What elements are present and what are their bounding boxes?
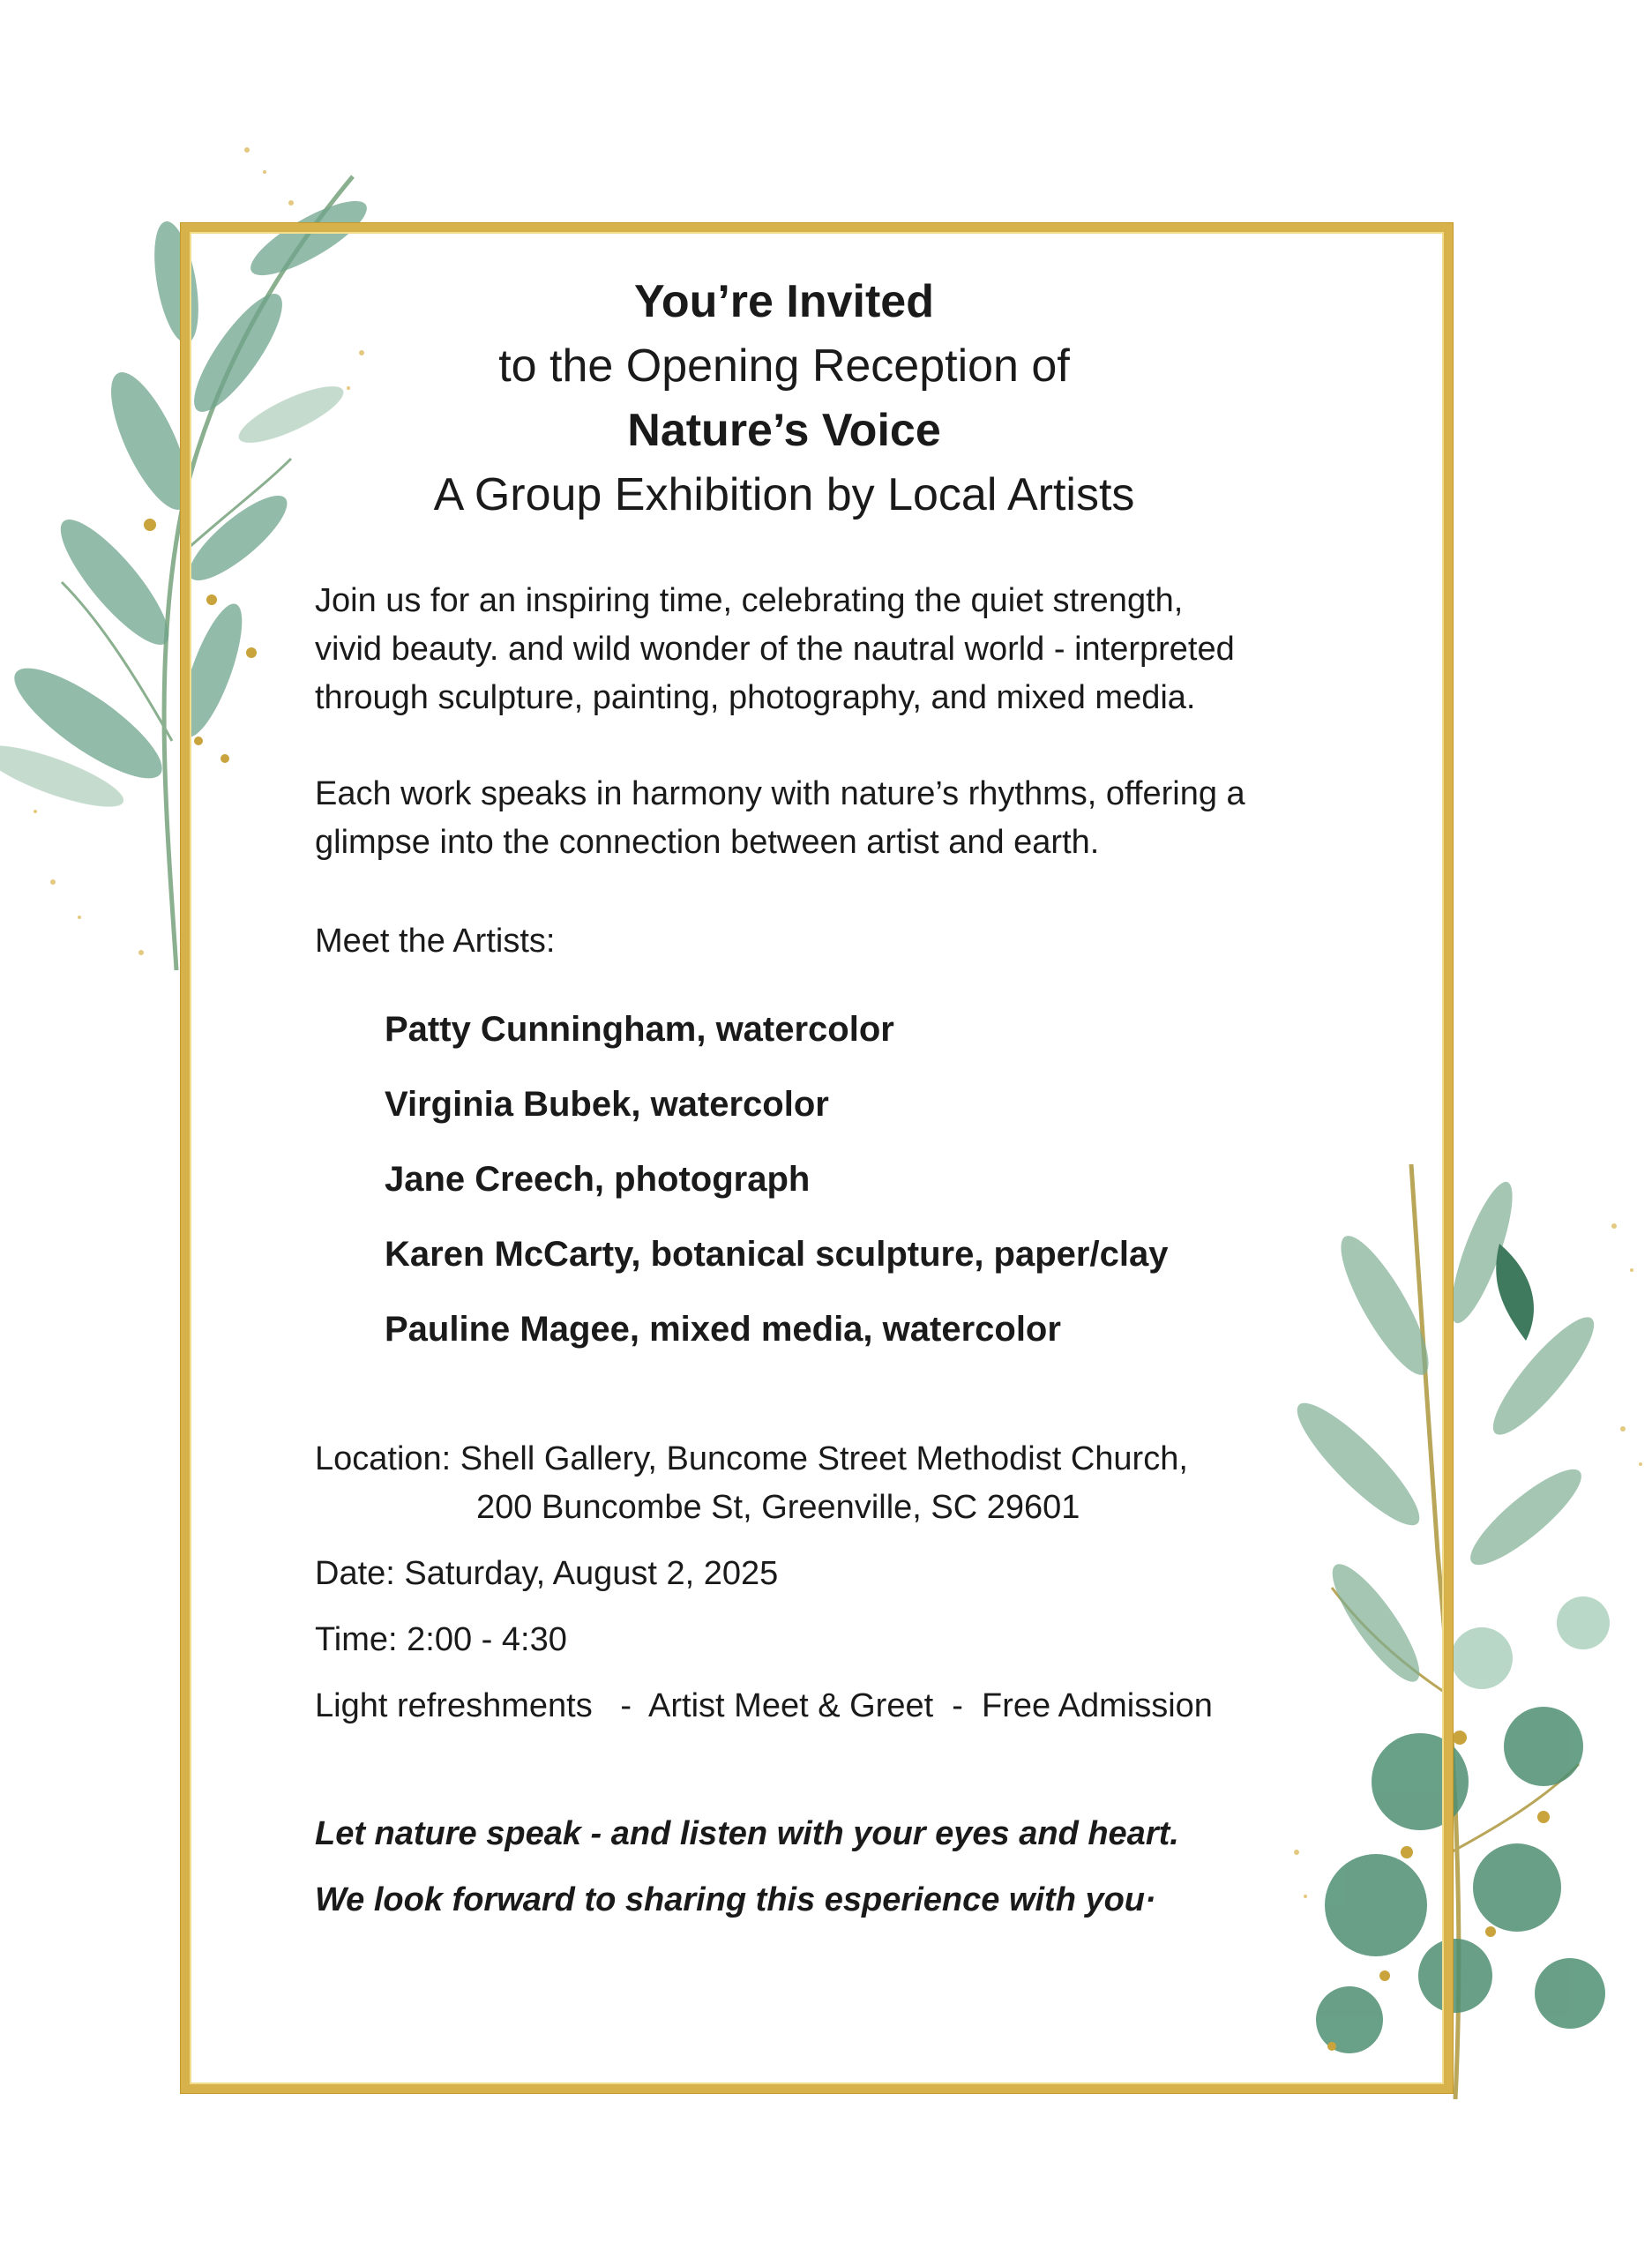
artist-list-item: Jane Creech, photograph [385, 1160, 811, 1199]
artists-heading: Meet the Artists: [315, 923, 556, 960]
invitation-title: You’re Invited [634, 276, 934, 327]
event-extras: Light refreshments - Artist Meet & Greet - Free Admission [315, 1687, 1213, 1724]
event-date: Date: Saturday, August 2, 2025 [315, 1555, 779, 1592]
closing-line: We look forward to sharing this esperience with you· [315, 1881, 1156, 1918]
exhibition-description: A Group Exhibition by Local Artists [433, 469, 1135, 520]
invitation-subtitle: to the Opening Reception of [498, 340, 1070, 392]
closing-line: Let nature speak - and listen with your eyes and heart. [315, 1815, 1179, 1852]
intro-paragraph [315, 577, 1409, 722]
harmony-paragraph-line: Each work speaks in harmony with nature’s rhythms, offering a [315, 775, 1245, 812]
harmony-paragraph-line: glimpse into the connection between artist and earth. [315, 824, 1100, 861]
artist-list-item: Pauline Magee, mixed media, watercolor [385, 1310, 1061, 1349]
intro-paragraph-line: vivid beauty. and wild wonder of the nautral world - interpreted [315, 631, 1235, 668]
artist-list-item: Patty Cunningham, watercolor [385, 1010, 894, 1049]
artist-list-item: Karen McCarty, botanical sculpture, paper/clay [385, 1235, 1169, 1274]
location-line: Location: Shell Gallery, Buncome Street Methodist Church, [315, 1440, 1188, 1477]
harmony-paragraph [315, 770, 1409, 867]
intro-paragraph-line: Join us for an inspiring time, celebrating the quiet strength, [315, 582, 1184, 619]
artist-list-item: Virginia Bubek, watercolor [385, 1085, 829, 1124]
location-address: 200 Buncombe St, Greenville, SC 29601 [476, 1489, 1080, 1526]
intro-paragraph-line: through sculpture, painting, photography, and mixed media. [315, 679, 1196, 716]
event-time: Time: 2:00 - 4:30 [315, 1621, 567, 1658]
exhibition-name: Nature’s Voice [627, 405, 941, 456]
